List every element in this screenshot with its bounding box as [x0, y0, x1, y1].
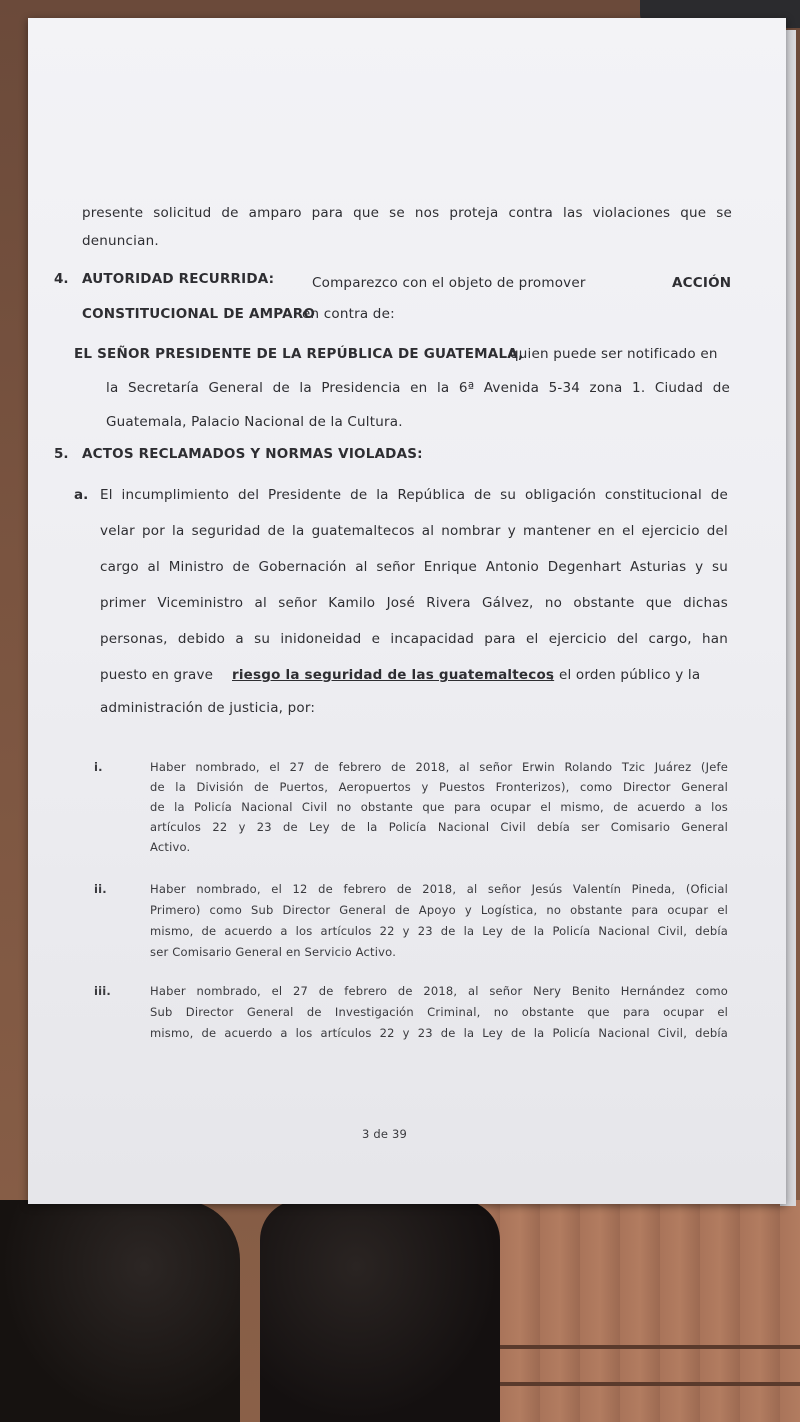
page-number: 3 de 39	[362, 1127, 408, 1141]
intro-line-2: denuncian.	[82, 233, 159, 249]
subitem-i-label: i.	[94, 760, 103, 774]
subitem-ii-line: Haber nombrado, el 12 de febrero de 2018, al señor Jesús Valentín Pineda, (Oficial	[150, 882, 728, 896]
right-shoe	[260, 1200, 500, 1422]
section-4-line2-bold: CONSTITUCIONAL DE AMPARO	[82, 306, 316, 322]
item-a-line: personas, debido a su inidoneidad e incapacidad para el ejercicio del cargo, han	[100, 631, 728, 647]
subitem-ii-line: Primero) como Sub Director General de Apoyo y Logística, no obstante para ocupar el	[150, 903, 728, 917]
subitem-ii-line: mismo, de acuerdo a los artículos 22 y 23 de la Ley de la Policía Nacional Civil, debía	[150, 924, 728, 938]
section-4-lead: Comparezco con el objeto de promover	[312, 275, 586, 291]
subitem-i-line: Haber nombrado, el 27 de febrero de 2018, al señor Erwin Rolando Tzic Juárez (Jefe	[150, 760, 728, 774]
section-4-number: 4.	[54, 271, 69, 287]
subitem-iii-label: iii.	[94, 984, 111, 998]
wooden-floor	[460, 1200, 800, 1422]
subitem-ii-line: ser Comisario General en Servicio Activo.	[150, 945, 397, 959]
subitem-ii-label: ii.	[94, 882, 107, 896]
item-a-line6-pre: puesto en grave	[100, 667, 214, 683]
item-a-label: a.	[74, 487, 89, 503]
item-a-line: velar por la seguridad de la guatemaltecos al nombrar y mantener en el ejercicio del	[100, 523, 728, 539]
subitem-i-line: de la División de Puertos, Aeropuertos y Puestos Fronterizos), como Director General	[150, 780, 728, 794]
authority-rest: quien puede ser notificado en	[510, 346, 718, 362]
authority-name: EL SEÑOR PRESIDENTE DE LA REPÚBLICA DE GUATEMALA,	[74, 346, 524, 362]
section-4-lead-bold: ACCIÓN	[672, 275, 732, 291]
section-4-heading: AUTORIDAD RECURRIDA:	[82, 271, 275, 287]
item-a-line: primer Viceministro al señor Kamilo José Rivera Gálvez, no obstante que dichas	[100, 595, 728, 611]
subitem-iii-line: Sub Director General de Investigación Criminal, no obstante que para ocupar el	[150, 1005, 728, 1019]
section-5-number: 5.	[54, 446, 69, 462]
subitem-iii-line: mismo, de acuerdo a los artículos 22 y 23 de la Ley de la Policía Nacional Civil, debía	[150, 1026, 728, 1040]
subitem-i-line: de la Policía Nacional Civil no obstante que para ocupar el mismo, de acuerdo a los	[150, 800, 728, 814]
address-line-1: la Secretaría General de la Presidencia en la 6ª Avenida 5-34 zona 1. Ciudad de	[106, 380, 730, 396]
section-5-heading: ACTOS RECLAMADOS Y NORMAS VIOLADAS:	[82, 446, 423, 462]
item-a-line6-underlined: riesgo la seguridad de las guatemaltecos	[232, 667, 555, 683]
floor-seam	[460, 1382, 800, 1386]
subitem-i-line: Activo.	[150, 840, 191, 854]
floor-seam	[460, 1345, 800, 1349]
intro-line-1: presente solicitud de amparo para que se nos proteja contra las violaciones que se	[82, 205, 732, 221]
section-4-line2-rest: en contra de:	[302, 306, 395, 322]
address-line-2: Guatemala, Palacio Nacional de la Cultura.	[106, 414, 403, 430]
subitem-i-line: artículos 22 y 23 de Ley de la Policía Nacional Civil debía ser Comisario General	[150, 820, 728, 834]
subitem-iii-line: Haber nombrado, el 27 de febrero de 2018, al señor Nery Benito Hernández como	[150, 984, 728, 998]
left-shoe	[0, 1200, 240, 1422]
item-a-line: El incumplimiento del Presidente de la República de su obligación constitucional de	[100, 487, 728, 503]
item-a-line: cargo al Ministro de Gobernación al señor Enrique Antonio Degenhart Asturias y su	[100, 559, 728, 575]
item-a-line-7: administración de justicia, por:	[100, 700, 316, 716]
item-a-line6-post: , el orden público y la	[550, 667, 701, 683]
